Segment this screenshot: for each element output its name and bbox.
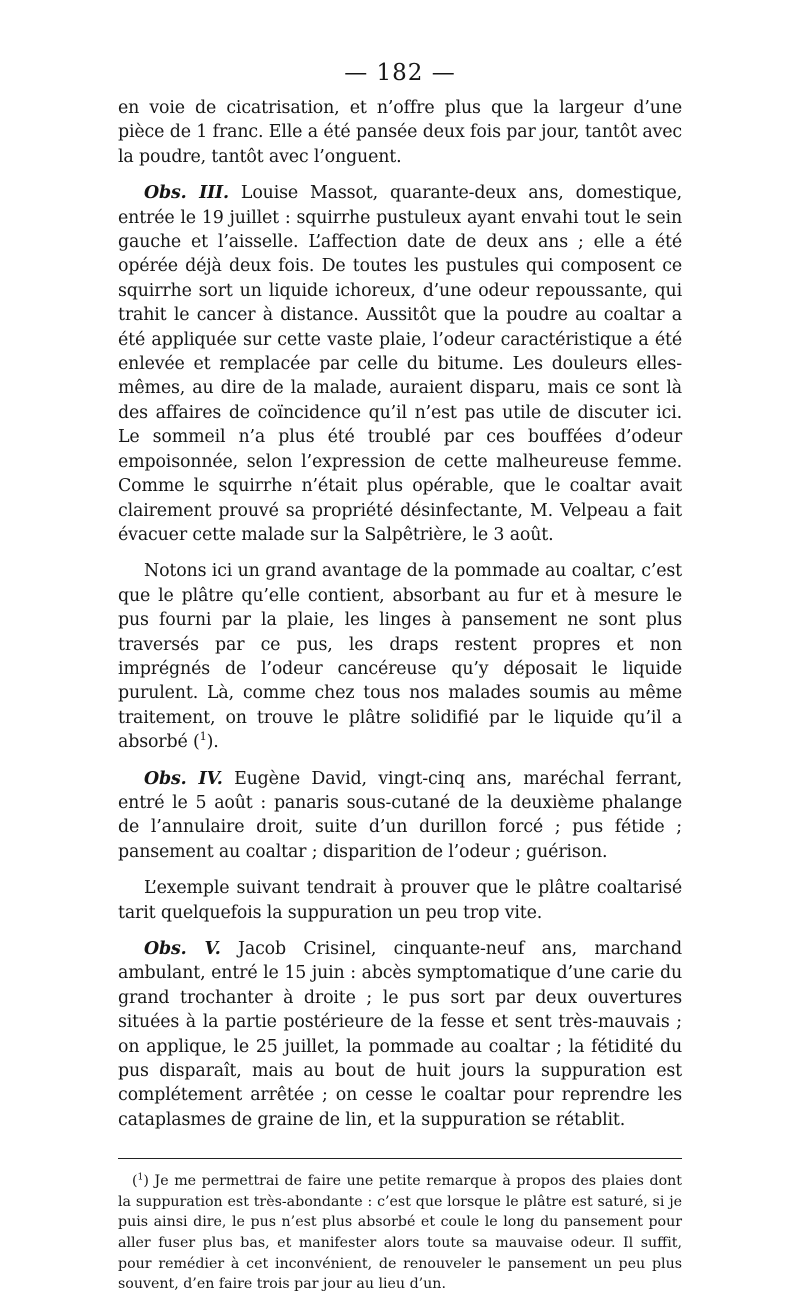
footnote-divider <box>118 1158 682 1159</box>
paragraph-obs-4 <box>118 767 682 865</box>
paragraph-text: L’exemple suivant tendrait à prouver que le plâtre coaltarisé tarit quelquefois la suppuration un peu trop vite. <box>118 878 682 923</box>
footnote-marker: 1 <box>137 1171 144 1183</box>
main-text <box>118 96 682 1132</box>
paragraph-text-end: ). <box>206 732 219 753</box>
observation-label: Obs. V. <box>144 939 221 959</box>
paragraph-obs-3 <box>118 181 682 547</box>
footnote-text: Je me permettrai de faire une petite remarque à propos des plaies dont la suppuration est très-abondante : c’est que lorsque le plâtre est saturé, si je puis ainsi dire, le pus n’est plus absorbé et coule le long du pansement pour aller fuser plus bas, et manifester alors toute sa mauvaise odeur. Il suffit, pour remédier à cet inconvénient, de renouveler le pansement un peu plus souvent, d’en faire trois par jour au lieu d’un. <box>118 1173 682 1293</box>
page-number: — 182 — <box>344 60 456 86</box>
paragraph-obs-5 <box>118 937 682 1132</box>
paragraph-text: Notons ici un grand avantage de la pommade au coaltar, c’est que le plâtre qu’elle contient, absorbant au fur et à mesure le pus fourni par la plaie, les linges à pansement ne sont plus traversés par ce pus, les draps restent propres et non imprégnés de l’odeur cancéreuse qu’y déposait le liquide purulent. Là, comme chez tous nos malades soumis au même traitement, on trouve le plâtre solidifié par le liquide qu’il a absorbé ( <box>118 561 682 753</box>
paragraph-text: Jacob Crisinel, cinquante-neuf ans, marchand ambulant, entré le 15 juin : abcès symptomatique d’une carie du grand trochanter à droite ; le pus sort par deux ouvertures situées à la partie postérieure de la fesse et sent très-mauvais ; on applique, le 25 juillet, la pommade au coaltar ; la fétidité du pus disparaît, mais au bout de huit jours la suppuration est complétement arrêtée ; on cesse le coaltar pour reprendre les cataplasmes de graine de lin, et la suppuration se rétablit. <box>118 939 682 1130</box>
paragraph-continuation <box>118 96 682 169</box>
observation-label: Obs. IV. <box>144 768 223 789</box>
footnote: ($^1$) Je me permettrai de faire une petite remarque à propos des plaies dont la suppuration est très-abondante : c’est que lorsque le plâtre est saturé, si je puis ainsi dire, le pus n’est plus absorbé et coule le long du pansement pour aller fuser plus bas, et manifester alors toute sa mauvaise odeur. Il suffit, pour remédier à cet inconvénient, de renouveler le pansement un peu plus souvent, d’en faire trois par jour au lieu d’un. <box>118 1171 682 1293</box>
book-page <box>118 58 682 1293</box>
paragraph-example <box>118 876 682 925</box>
paragraph-text: Eugène David, vingt-cinq ans, maréchal ferrant, entré le 5 août : panaris sous-cutané de la deuxième phalange de l’annulaire droit, suite d’un durillon forcé ; pus fétide ; pansement au coaltar ; disparition de l’odeur ; guérison. <box>118 768 682 862</box>
paragraph-text: en voie de cicatrisation, et n’offre plus que la largeur d’une pièce de 1 franc. Elle a été pansée deux fois par jour, tantôt avec la poudre, tantôt avec l’onguent. <box>118 98 682 167</box>
observation-label: Obs. III. <box>144 183 229 204</box>
paragraph-remark <box>118 559 682 754</box>
footnote-reference: 1 <box>199 730 207 744</box>
paragraph-text: Louise Massot, quarante-deux ans, domestique, entrée le 19 juillet : squirrhe pustuleux ayant envahi tout le sein gauche et l’aisselle. L’affection date de deux ans ; elle a été opérée déjà deux fois. De toutes les pustules qui composent ce squirrhe sort un liquide ichoreux, d’une odeur repoussante, qui trahit le cancer à distance. Aussitôt que la poudre au coaltar a été appliquée sur cette vaste plaie, l’odeur caractéristique a été enlevée et remplacée par celle du bitume. Les douleurs elles-mêmes, au dire de la malade, auraient disparu, mais ce sont là des affaires de coïncidence qu’il n’est pas utile de discuter ici. Le sommeil n’a plus été troublé par ces bouffées d’odeur empoisonnée, selon l’expression de cette malheureuse femme. Comme le squirrhe n’était plus opérable, que le coaltar avait clairement prouvé sa propriété désinfectante, M. Velpeau a fait évacuer cette malade sur la Salpêtrière, le 3 août. <box>118 183 682 545</box>
